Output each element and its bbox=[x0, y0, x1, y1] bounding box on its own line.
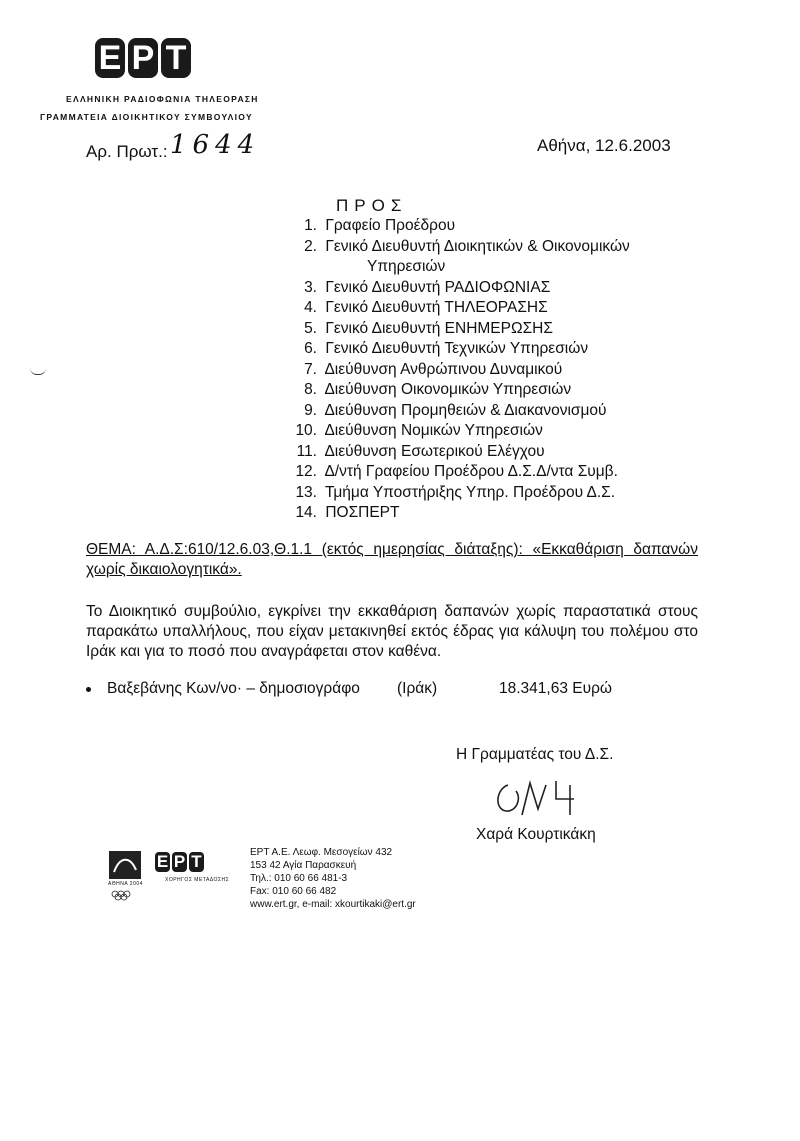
item-number: 5. bbox=[304, 319, 317, 337]
item-text: Διεύθυνση Οικονομικών Υπηρεσιών bbox=[324, 381, 572, 398]
list-item bbox=[287, 442, 630, 463]
partner-caption: ΧΟΡΗΓΟΣ ΜΕΤΑΔΟΣΗΣ bbox=[165, 877, 230, 883]
list-item bbox=[287, 483, 630, 504]
ert-logo bbox=[95, 38, 191, 78]
item-text: Τμήμα Υποστήριξης Υπηρ. Προέδρου Δ.Σ. bbox=[325, 483, 616, 501]
item-text: Γενικό Διευθυντή ΤΗΛΕΟΡΑΣΗΣ bbox=[325, 299, 548, 316]
item-number: 13. bbox=[295, 483, 317, 501]
athens-caption: ΑΘΗΝΑ 2004 bbox=[108, 881, 143, 887]
department-name: ΓΡΑΜΜΑΤΕΙΑ ΔΙΟΙΚΗΤΙΚΟΥ ΣΥΜΒΟΥΛΙΟΥ bbox=[40, 112, 253, 122]
recipients-list bbox=[287, 216, 630, 524]
expense-location: (Ιράκ) bbox=[397, 680, 438, 697]
list-item bbox=[287, 319, 630, 340]
item-text: Διεύθυνση Προμηθειών & Διακανονισμού bbox=[324, 401, 607, 419]
list-item bbox=[287, 421, 630, 442]
list-item bbox=[287, 462, 630, 483]
signatory-role: Η Γραμματέας του Δ.Σ. bbox=[456, 746, 614, 763]
athens-2004-emblem bbox=[108, 850, 142, 902]
list-item bbox=[287, 503, 630, 524]
item-text: Δ/ντή Γραφείου Προέδρου Δ.Σ.Δ/ντα Συμβ. bbox=[324, 463, 618, 480]
list-item bbox=[287, 237, 630, 258]
item-text: Διεύθυνση Εσωτερικού Ελέγχου bbox=[324, 442, 545, 460]
item-number: 1. bbox=[304, 217, 317, 234]
item-number: 8. bbox=[304, 381, 317, 398]
item-text: Διεύθυνση Ανθρώπινου Δυναμικού bbox=[324, 360, 563, 378]
logo-letter: Ε bbox=[156, 852, 169, 871]
body-paragraph: Το Διοικητικό συμβούλιο, εγκρίνει την εκκαθάριση δαπανών χωρίς παραστατικά στους παρακάτω υπαλλήλους, που είχαν μετακινηθεί εκτός έδρας για κάλυψη του πολέμου στο Ιράκ και για το ποσό που αναγράφεται στον καθένα. bbox=[86, 603, 698, 660]
item-text: Γενικό Διευθυντή ΡΑΔΙΟΦΩΝΙΑΣ bbox=[325, 278, 551, 296]
employee-name: Βαξεβάνης Κων/νο· – δημοσιογράφο bbox=[107, 680, 360, 697]
logo-letter: Ε bbox=[95, 38, 125, 78]
item-number: 14. bbox=[295, 504, 317, 521]
item-number: 11. bbox=[296, 442, 317, 460]
list-item bbox=[287, 401, 630, 422]
footer-line: Τηλ.: 010 60 66 481-3 bbox=[250, 873, 348, 884]
signatory-name: Χαρά Κουρτικάκη bbox=[476, 826, 596, 843]
item-number: 7. bbox=[304, 360, 317, 378]
punch-mark bbox=[30, 368, 46, 375]
list-item bbox=[287, 339, 630, 360]
document-date: Αθήνα, 12.6.2003 bbox=[537, 136, 671, 155]
item-number: 4. bbox=[304, 299, 317, 316]
item-text: Γενικό Διευθυντή Τεχνικών Υπηρεσιών bbox=[325, 340, 589, 357]
item-number: 2. bbox=[304, 237, 317, 255]
protocol-label: Αρ. Πρωτ.: bbox=[86, 142, 168, 161]
item-number: 3. bbox=[304, 278, 317, 296]
footer-line: ΕΡΤ Α.Ε. Λεωφ. Μεσογείων 432 bbox=[250, 847, 393, 858]
bullet-icon bbox=[86, 687, 91, 692]
list-item bbox=[287, 360, 630, 381]
footer-line: Fax: 010 60 66 482 bbox=[250, 886, 337, 897]
recipients-title: ΠΡΟΣ bbox=[336, 196, 408, 215]
item-text: Διεύθυνση Νομικών Υπηρεσιών bbox=[324, 422, 543, 439]
footer-address bbox=[250, 846, 416, 911]
item-number: 10. bbox=[295, 422, 317, 439]
item-text: ΠΟΣΠΕΡΤ bbox=[325, 504, 400, 521]
item-text: Γενικό Διευθυντή Διοικητικών & Οικονομικών bbox=[325, 237, 630, 255]
item-number: 12. bbox=[295, 463, 317, 480]
list-item bbox=[287, 278, 630, 299]
logo-letter: Ρ bbox=[173, 852, 186, 871]
expense-amount: 18.341,63 Ευρώ bbox=[499, 680, 612, 697]
list-item-continuation bbox=[287, 257, 630, 278]
expense-item bbox=[86, 680, 612, 698]
ert-small-logo bbox=[155, 852, 204, 872]
subject-line: ΘΕΜΑ: Α.Δ.Σ:610/12.6.03,Θ.1.1 (εκτός ημερησίας διάταξης): «Εκκαθάριση δαπανών χωρίς δικαιολογητικά». bbox=[86, 541, 698, 578]
list-item bbox=[287, 216, 630, 237]
list-item bbox=[287, 380, 630, 401]
list-item bbox=[287, 298, 630, 319]
item-text: Γενικό Διευθυντή ΕΝΗΜΕΡΩΣΗΣ bbox=[325, 319, 553, 337]
item-text-continued: Υπηρεσιών bbox=[367, 258, 446, 275]
footer-line: www.ert.gr, e-mail: xkourtikaki@ert.gr bbox=[250, 899, 416, 910]
logo-letter: Ρ bbox=[128, 38, 158, 78]
logo-letter: Τ bbox=[189, 852, 204, 872]
item-number: 6. bbox=[304, 340, 317, 357]
item-text: Γραφείο Προέδρου bbox=[325, 217, 456, 234]
org-name: ΕΛΛΗΝΙΚΗ ΡΑΔΙΟΦΩΝΙΑ ΤΗΛΕΟΡΑΣΗ bbox=[66, 94, 259, 104]
item-number: 9. bbox=[304, 401, 317, 419]
logo-letter: Τ bbox=[161, 38, 191, 78]
protocol-number: 1644 bbox=[170, 130, 261, 160]
footer-line: 153 42 Αγία Παρασκευή bbox=[250, 860, 357, 871]
handwritten-signature bbox=[486, 775, 596, 820]
